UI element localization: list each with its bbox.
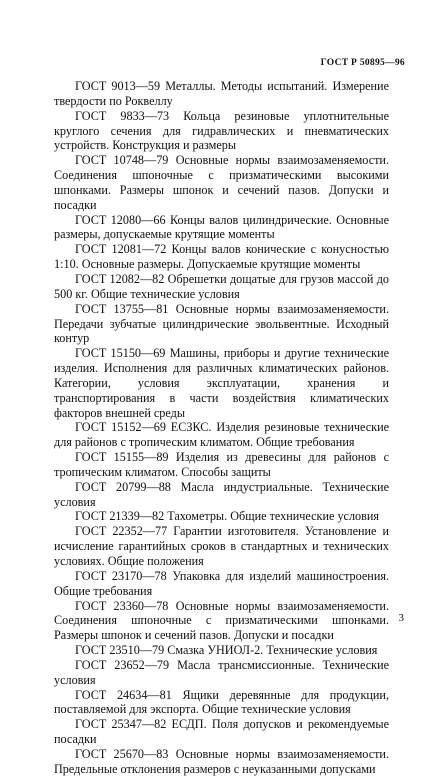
reference-entry: ГОСТ 20799—88 Масла индустриальные. Технические условия (54, 479, 389, 509)
document-code-header: ГОСТ Р 50895—96 (320, 58, 405, 68)
references-list (54, 79, 389, 777)
page-number: 3 (398, 612, 404, 624)
reference-entry: ГОСТ 12080—66 Концы валов цилиндрические. Основные размеры, допускаемые крутящие моменты (54, 212, 389, 242)
reference-entry: ГОСТ 13755—81 Основные нормы взаимозаменяемости. Передачи зубчатые цилиндрические эвольвентные. Исходный контур (54, 301, 389, 346)
reference-entry: ГОСТ 12081—72 Концы валов конические с конусностью 1:10. Основные размеры. Допускаемые крутящие моменты (54, 242, 389, 272)
reference-entry: ГОСТ 15152—69 ЕСЗКС. Изделия резиновые технические для районов с тропическим климатом. Общие требования (54, 420, 389, 450)
reference-entry: ГОСТ 21339—82 Тахометры. Общие технические условия (75, 509, 380, 524)
reference-entry: ГОСТ 23170—78 Упаковка для изделий машиностроения. Общие требования (54, 568, 389, 598)
reference-entry: ГОСТ 15155—89 Изделия из древесины для районов с тропическим климатом. Способы защиты (54, 450, 389, 479)
reference-entry: ГОСТ 23360—78 Основные нормы взаимозаменяемости. Соединения шпоночные с призматическими шпонками. Размеры шпонок и сечений пазов. Допуски и посадки (54, 598, 389, 643)
reference-entry: ГОСТ 23652—79 Масла трансмиссионные. Технические условия (54, 657, 389, 687)
reference-entry: ГОСТ 24634—81 Ящики деревянные для продукции, поставляемой для экспорта. Общие технические условия (54, 687, 389, 717)
reference-entry: ГОСТ 12082—82 Обрешетки дощатые для грузов массой до 500 кг. Общие технические условия (54, 271, 389, 301)
reference-entry: ГОСТ 23510—79 Смазка УНИОЛ-2. Технические условия (75, 643, 378, 658)
reference-entry: ГОСТ 9833—73 Кольца резиновые уплотнительные круглого сечения для гидравлических и пневматических устройств. Конструкция и размеры (54, 108, 389, 153)
reference-entry: ГОСТ 25670—83 Основные нормы взаимозаменяемости. Предельные отклонения размеров с неуказанными допусками (54, 746, 389, 776)
reference-entry: ГОСТ 15150—69 Машины, приборы и другие технические изделия. Исполнения для различных климатических районов. Категории, условия эксплуатации, хранения и транспортирования в части воздействия климатических факторов внешней среды (54, 346, 389, 420)
reference-entry: ГОСТ 22352—77 Гарантии изготовителя. Установление и исчисление гарантийных сроков в стандартных и технических условиях. Общие положения (54, 524, 389, 568)
reference-entry: ГОСТ 9013—59 Металлы. Методы испытаний. Измерение твердости по Роквеллу (54, 79, 389, 108)
reference-entry: ГОСТ 25347—82 ЕСДП. Поля допусков и рекомендуемые посадки (54, 717, 389, 747)
reference-entry: ГОСТ 10748—79 Основные нормы взаимозаменяемости. Соединения шпоночные с призматическими высокими шпонками. Размеры шпонок и сечений пазов. Допуски и посадки (54, 153, 389, 212)
